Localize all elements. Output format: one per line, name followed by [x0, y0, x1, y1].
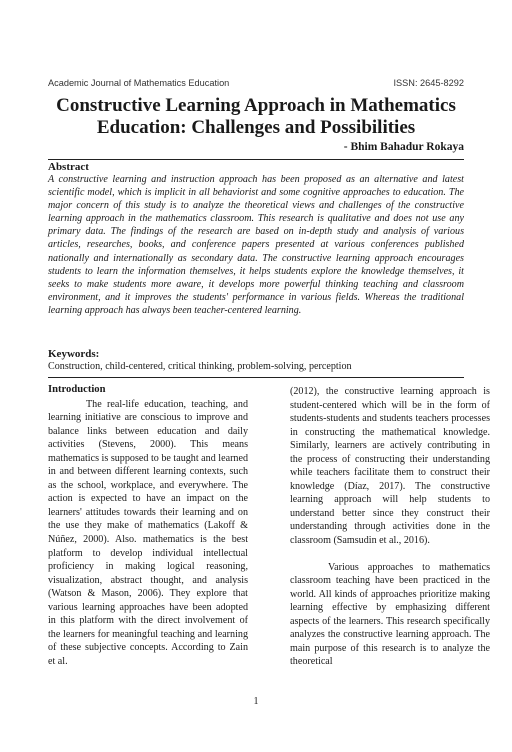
abstract-heading: Abstract — [48, 161, 89, 173]
keywords-heading: Keywords: — [48, 348, 100, 360]
right-column — [290, 385, 490, 669]
intro-paragraph-right-1: (2012), the constructive learning approach is student-centered which will be in the form of students-students and students teachers processes in constructing the mathematical knowledge. Similarly, learners are actively contributing in the process of constructing their understanding while teachers facilitate them to construct their knowledge (Díaz, 2017). The constructive learning approach will help students to understand better since they construct their understanding through activities done in the classroom (Samsudin et al., 2016). — [290, 386, 490, 547]
journal-name: Academic Journal of Mathematics Education — [48, 78, 230, 88]
intro-paragraph-right-2: Various approaches to mathematics classroom teaching have been practiced in the world. All kinds of approaches prioritize making learning effective by emphasizing different aspects of the learners. This research specifically analyzes the constructive learning approach. The main purpose of this research is to analyze the theoretical — [290, 561, 490, 668]
running-header — [48, 78, 464, 92]
issn: ISSN: 2645-8292 — [393, 78, 464, 88]
divider-top — [48, 159, 464, 160]
paper-title: Constructive Learning Approach in Mathematics Education: Challenges and Possibilities — [56, 95, 456, 138]
divider-bottom — [48, 377, 464, 378]
author-name: - Bhim Bahadur Rokaya — [343, 141, 464, 153]
page-number: 1 — [253, 696, 259, 707]
section-heading-introduction: Introduction — [48, 384, 106, 395]
intro-paragraph-left: The real-life education, teaching, and learning initiative are conscious to improve and balance links between education and daily activities (Stevens, 2000). This means mathematics is supposed to be taught and learned in and between different learning contexts, such as the school, workplace, and everywhere. The action is expected to have an impact on the learners' attitudes towards their learning and on the use they make of mathematics (Lakoff & Núñez, 2000). Also. mathematics is the best platform to develop individual intellectual proficiency in making logical reasoning, visualization, abstract thought, and analysis (Watson & Mason, 2006). They explore that various learning approaches have been adopted in this platform with the direct involvement of the learners for meaningful teaching and learning of these subjective concepts. According to Zain et al. — [48, 398, 248, 667]
keywords-text: Construction, child-centered, critical thinking, problem-solving, perception — [48, 361, 352, 372]
left-column — [48, 383, 248, 668]
abstract-text: A constructive learning and instruction approach has been proposed as an alternative and latest scientific model, which is implicit in all behaviorist and some cognitive approaches to education. The major concern of this study is to analyze the theoretical views and challenges of the constructive learning approach in the mathematics classroom. This research is qualitative and does not use any primary data. The findings of the research are based on in-depth study and analysis of various articles, researches, books, and conference papers presented at various conferences published nationally and internationally as secondary data. The constructive learning approach encourages students to learn the information themselves, it helps students explore the knowledge themselves, it seeks to make students more aware, it develops more powerful thinking teaching and classroom environment, and it improves the students' performance in various fields. Whereas the traditional learning approach has always been teacher-centered learning. — [48, 174, 464, 316]
